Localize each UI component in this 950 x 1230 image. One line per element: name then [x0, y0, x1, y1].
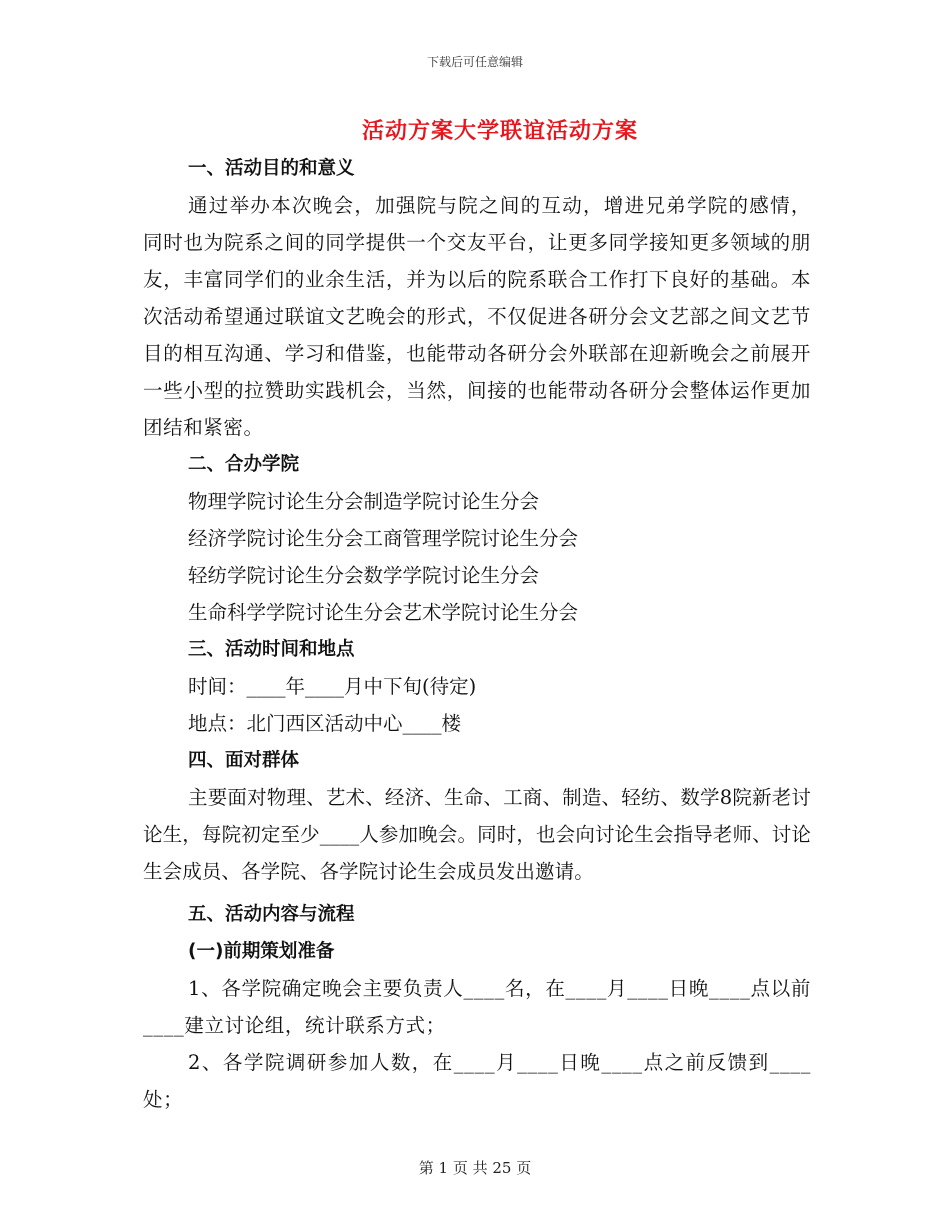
header-note: 下载后可任意编辑 [426, 55, 523, 69]
section-4-heading: 四、面对群体 [188, 750, 300, 771]
step-2-text: 2、各学院调研参加人数，在____月____日晚____点之前反馈到____处； [143, 1051, 811, 1111]
subsection-1-heading: (一)前期策划准备 [188, 941, 335, 962]
college-pair-1: 物理学院讨论生分会制造学院讨论生分会 [188, 490, 540, 513]
section-3-heading: 三、活动时间和地点 [188, 639, 355, 660]
college-pair-3: 轻纺学院讨论生分会数学学院讨论生分会 [188, 564, 540, 587]
section-1-heading: 一、活动目的和意义 [188, 158, 355, 179]
college-pair-2: 经济学院讨论生分会工商管理学院讨论生分会 [188, 527, 579, 550]
section-4-paragraph: 主要面对物理、艺术、经济、生命、工商、制造、轻纺、数学8院新老讨论生，每院初定至少____人参加晚会。同时，也会向讨论生会指导老师、讨论生会成员、各学院、各学院讨论生会成员发出邀请。 [143, 786, 811, 883]
college-pair-4: 生命科学学院讨论生分会艺术学院讨论生分会 [188, 601, 579, 624]
section-2-heading: 二、合办学院 [188, 454, 300, 475]
section-1-paragraph: 通过举办本次晚会，加强院与院之间的互动，增进兄弟学院的感情，同时也为院系之间的同学提供一个交友平台，让更多同学接知更多领域的朋友，丰富同学们的业余生活，并为以后的院系联合工作打下良好的基础。本次活动希望通过联谊文艺晚会的形式，不仅促进各研分会文艺部之间文艺节目的相互沟通、学习和借鉴，也能带动各研分会外联部在迎新晚会之前展开一些小型的拉赞助实践机会，当然，间接的也能带动各研分会整体运作更加团结和紧密。 [143, 194, 811, 439]
document-title: 活动方案大学联谊活动方案 [361, 118, 638, 144]
section-5-heading: 五、活动内容与流程 [188, 904, 355, 925]
event-time: 时间：____年____月中下旬(待定) [188, 675, 477, 698]
page-number: 第 1 页 共 25 页 [418, 1159, 532, 1177]
step-1-text: 1、各学院确定晚会主要负责人____名，在____月____日晚____点以前____建立讨论组，统计联系方式； [143, 977, 811, 1037]
document-body [143, 150, 811, 1118]
event-place: 地点：北门西区活动中心____楼 [188, 712, 462, 735]
